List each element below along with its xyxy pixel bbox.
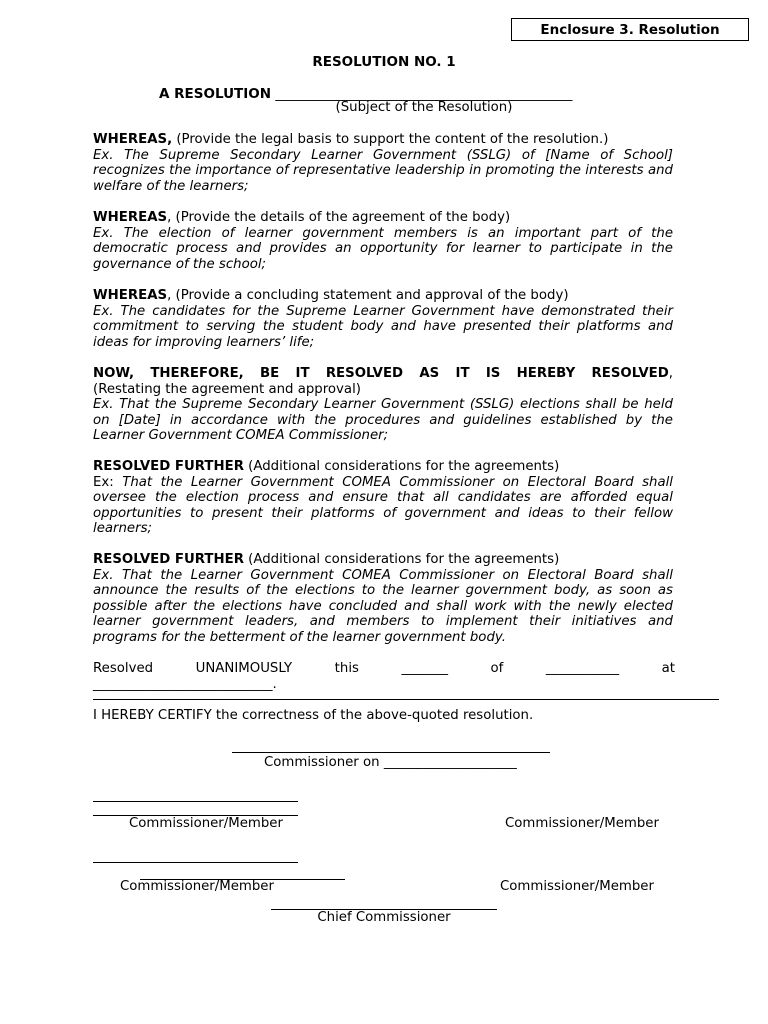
month-blank[interactable]: ___________ [545, 661, 620, 676]
clause-example: Ex. The candidates for the Supreme Learner Government have demonstrated their commitment to serving the student body and have presented their platforms and ideas for improving learners’ life; [93, 303, 673, 350]
of-word: of [490, 661, 504, 676]
commissioner-on-blank[interactable]: ____________________ [383, 755, 517, 770]
resolved-word: Resolved [93, 661, 154, 676]
clause-keyword: WHEREAS, [93, 132, 173, 147]
member-label-left-2: Commissioner/Member [120, 879, 274, 894]
clause-instruction: , (Provide a concluding statement and approval of the body) [167, 288, 569, 303]
clause-keyword-suffix: , [668, 366, 673, 381]
clause-example: Ex. That the Supreme Secondary Learner Government (SSLG) elections shall be held on [Date] in accordance with the procedures and guidelines established by the Learner Government COMEA Commissioner; [93, 397, 673, 444]
member-signature-line[interactable] [93, 801, 298, 802]
member-label-right-1: Commissioner/Member [505, 816, 659, 831]
clause-instruction: (Restating the agreement and approval) [93, 381, 361, 397]
chief-commissioner-label: Chief Commissioner [317, 910, 451, 925]
clause-whereas-3 [93, 288, 673, 350]
resolution-subject-blank[interactable]: ____________________________________________ [275, 86, 573, 102]
this-word: this [334, 661, 359, 676]
unanimously-word: UNANIMOUSLY [195, 661, 293, 676]
commissioner-on-row [264, 755, 517, 770]
clause-keyword: NOW, THEREFORE, BE IT RESOLVED AS IT IS HEREBY RESOLVED [93, 366, 669, 381]
subject-hint: (Subject of the Resolution) [335, 100, 513, 115]
commissioner-signature-line[interactable] [232, 752, 550, 753]
clause-resolved-further-1 [93, 459, 673, 537]
resolved-unanimously-line [93, 661, 675, 676]
clause-keyword: RESOLVED FURTHER [93, 459, 244, 474]
clause-example: Ex. The Supreme Secondary Learner Government (SSLG) of [Name of School] recognizes the importance of representative leadership in promoting the interests and welfare of the learners; [93, 147, 673, 194]
commissioner-on-label: Commissioner on [264, 755, 380, 770]
clause-example: Ex. That the Learner Government COMEA Commissioner on Electoral Board shall announce the results of the elections to the learner government body, as soon as possible after the elections have concluded and shall work with the newly elected learner government leaders, and members to implement their initiatives and programs for the betterment of the learner government body. [93, 567, 673, 645]
clause-keyword: WHEREAS [93, 210, 168, 225]
place-blank[interactable]: ___________________________. [93, 677, 277, 692]
clause-instruction: (Provide the legal basis to support the content of the resolution.) [172, 132, 609, 147]
clause-example-prefix: Ex: [93, 474, 123, 490]
clause-instruction: (Additional considerations for the agreements) [243, 552, 560, 567]
clause-keyword: RESOLVED FURTHER [93, 552, 244, 567]
clause-resolved-further-2 [93, 552, 673, 646]
certify-statement: I HEREBY CERTIFY the correctness of the above-quoted resolution. [93, 708, 534, 723]
divider-line [93, 699, 719, 700]
member-signature-line[interactable] [93, 862, 298, 863]
clause-instruction: , (Provide the details of the agreement of the body) [167, 210, 511, 225]
clause-whereas-1 [93, 132, 673, 194]
clause-instruction: (Additional considerations for the agreements) [243, 459, 560, 474]
document-title: RESOLUTION NO. 1 [312, 54, 456, 70]
resolution-label: A RESOLUTION [159, 86, 272, 102]
at-word: at [661, 661, 675, 676]
clause-example: Ex. The election of learner government members is an important part of the democratic process and provides an opportunity for learner to participate in the governance of the school; [93, 225, 673, 272]
clause-whereas-2 [93, 210, 673, 272]
member-label-right-2: Commissioner/Member [500, 879, 654, 894]
clause-now-therefore [93, 366, 673, 444]
clause-example: That the Learner Government COMEA Commissioner on Electoral Board shall oversee the election process and ensure that all candidates are afforded equal opportunities to present their platforms of government and ideas to their fellow learners; [93, 474, 673, 537]
enclosure-label: Enclosure 3. Resolution [511, 18, 749, 41]
day-blank[interactable]: _______ [401, 661, 449, 676]
member-label-left-1: Commissioner/Member [129, 816, 283, 831]
clause-keyword: WHEREAS [93, 288, 168, 303]
